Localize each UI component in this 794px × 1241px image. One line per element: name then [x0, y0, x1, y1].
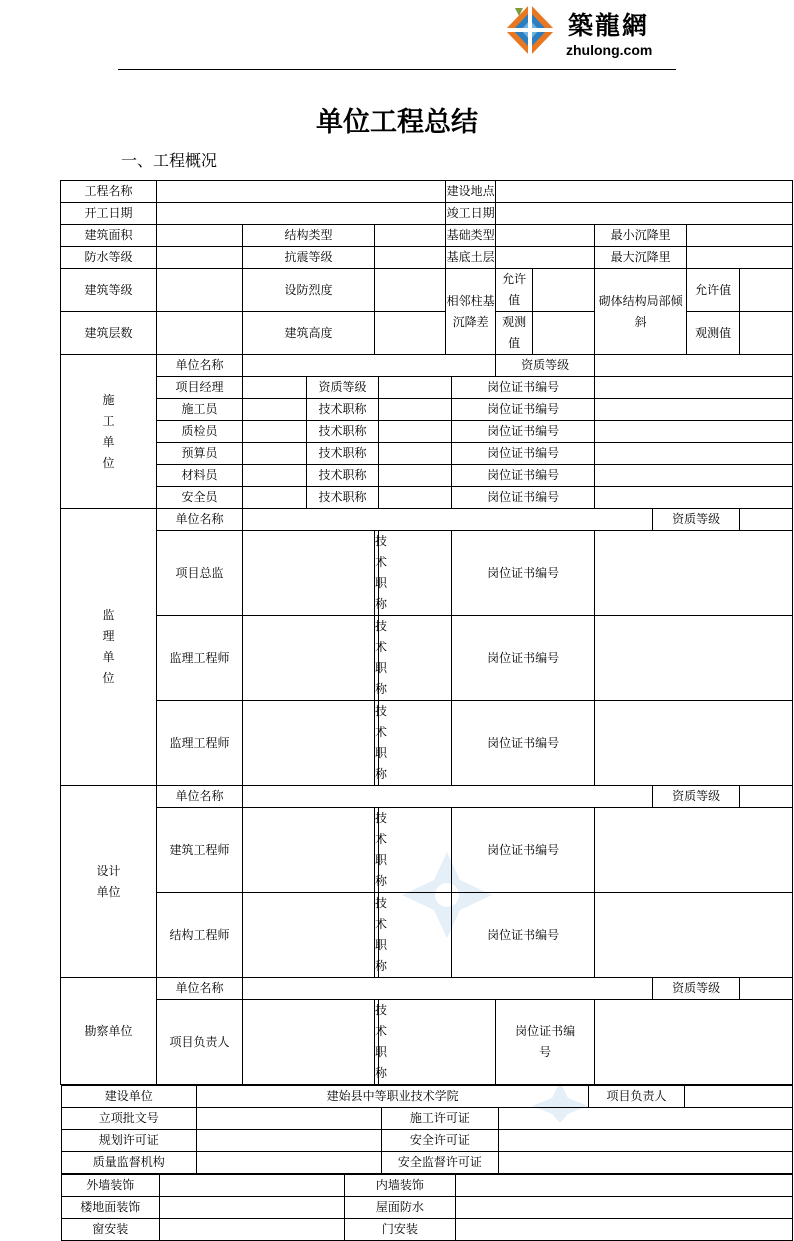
- label-build-location: 建设地点: [446, 181, 496, 203]
- allowed-value-value[interactable]: [533, 269, 595, 312]
- label-allowed-value-line1: 允许: [502, 272, 527, 286]
- label-unit-name: 单位名称: [157, 786, 243, 808]
- label-safety-permit: 安全许可证: [381, 1130, 498, 1152]
- construction-permit-value[interactable]: [498, 1108, 792, 1130]
- table-row: [61, 531, 793, 616]
- table-row: [61, 269, 793, 312]
- label-tech-title: 技术职称: [307, 487, 379, 509]
- table-row: [61, 1086, 792, 1108]
- exterior-decoration-value[interactable]: [160, 1175, 345, 1197]
- table-row: [61, 701, 793, 786]
- label-post-cert-no: 岗位证书编号: [452, 701, 595, 786]
- label-fortification-intensity: 设防烈度: [243, 269, 375, 312]
- label-post-cert-no: 岗位证书编号: [452, 616, 595, 701]
- label-tech-title: 技术职称: [375, 701, 379, 786]
- label-unit-name: 单位名称: [157, 509, 243, 531]
- label-survey-unit: 勘察单位: [61, 978, 157, 1085]
- label-interior-decoration: 内墙装饰: [344, 1175, 455, 1197]
- floor-decoration-value[interactable]: [160, 1197, 345, 1219]
- label-masonry-tilt-line2: 斜: [634, 314, 647, 329]
- post-cert-no-value[interactable]: [595, 701, 793, 786]
- table-row: [61, 893, 793, 978]
- table-row: [61, 808, 793, 893]
- table-row: [61, 1174, 793, 1241]
- window-install-value[interactable]: [160, 1219, 345, 1241]
- table-row: [61, 509, 793, 531]
- tech-title-value[interactable]: [379, 893, 452, 978]
- label-post-cert-no: 岗位证书编号: [452, 443, 595, 465]
- building-floors-value[interactable]: [157, 312, 243, 355]
- label-adjacent-settlement: [446, 269, 496, 355]
- label-design-unit: [61, 786, 157, 978]
- label-qualification-grade: 资质等级: [653, 509, 740, 531]
- label-observed-value-line1: 观测: [502, 315, 527, 329]
- table-row: [61, 1175, 792, 1197]
- contractor-qualification-value[interactable]: [595, 355, 793, 377]
- label-supervisor-char: 理: [102, 629, 115, 643]
- label-contractor-char: 单: [102, 434, 115, 449]
- table-row: [61, 377, 793, 399]
- label-supervising-engineer: 监理工程师: [157, 616, 243, 701]
- label-supervisor-char: 监: [102, 608, 115, 622]
- label-post-cert-no: 岗位证书编号: [452, 531, 595, 616]
- label-tech-title: 技术职称: [307, 465, 379, 487]
- label-foundation-type: 基础类型: [446, 225, 496, 247]
- label-building-area: 建筑面积: [61, 225, 157, 247]
- table-row: [61, 421, 793, 443]
- owner-row-container: [61, 1085, 793, 1175]
- table-row: [61, 399, 793, 421]
- label-owner-unit: 建设单位: [61, 1086, 197, 1108]
- safety-officer-value[interactable]: [243, 487, 307, 509]
- logo-name-cn: 築龍網: [568, 11, 650, 40]
- header-divider: [118, 69, 676, 70]
- label-chief-supervisor: 项目总监: [157, 531, 243, 616]
- building-area-value[interactable]: [157, 225, 243, 247]
- tech-title-value[interactable]: [379, 487, 452, 509]
- label-building-grade: 建筑等级: [61, 269, 157, 312]
- quality-inspector-value[interactable]: [243, 421, 307, 443]
- logo-emblem-icon: [495, 0, 565, 64]
- project-overview-table: [60, 180, 793, 1241]
- design-qualification-value[interactable]: [740, 786, 793, 808]
- label-building-height: 建筑高度: [243, 312, 375, 355]
- post-cert-no-value[interactable]: [595, 465, 793, 487]
- label-masonry-tilt-line1: 砌体结构局部倾: [598, 293, 683, 308]
- decoration-subtable: [61, 1174, 793, 1241]
- label-window-install: 窗安装: [61, 1219, 160, 1241]
- label-completion-date: 竣工日期: [446, 203, 496, 225]
- architect-value[interactable]: [243, 808, 375, 893]
- survey-unit-name-value[interactable]: [243, 978, 653, 1000]
- table-row: [61, 443, 793, 465]
- label-base-soil-layer: 基底土层: [446, 247, 496, 269]
- label-tech-title: 技术职称: [375, 808, 379, 893]
- survey-qualification-value[interactable]: [740, 978, 793, 1000]
- interior-decoration-value[interactable]: [455, 1175, 792, 1197]
- design-unit-name-value[interactable]: [243, 786, 653, 808]
- label-contractor-unit: [61, 355, 157, 509]
- label-project-leader: 项目负责人: [157, 1000, 243, 1085]
- tech-title-value[interactable]: [379, 443, 452, 465]
- building-height-value[interactable]: [375, 312, 446, 355]
- table-row: [61, 247, 793, 269]
- section-heading: 一、工程概况: [121, 151, 218, 170]
- label-tech-title: 技术职称: [375, 893, 379, 978]
- label-start-date: 开工日期: [61, 203, 157, 225]
- label-qualification-grade: 资质等级: [307, 377, 379, 399]
- masonry-observed-value[interactable]: [740, 312, 793, 355]
- tech-title-value[interactable]: [379, 421, 452, 443]
- supervisor-unit-name-value[interactable]: [243, 509, 653, 531]
- tech-title-value[interactable]: [379, 399, 452, 421]
- completion-date-value[interactable]: [496, 203, 793, 225]
- label-floor-decoration: 楼地面装饰: [61, 1197, 160, 1219]
- supervising-engineer-value[interactable]: [243, 701, 375, 786]
- label-project-manager: 项目经理: [157, 377, 243, 399]
- label-unit-name: 单位名称: [157, 355, 243, 377]
- seismic-grade-value[interactable]: [375, 247, 446, 269]
- start-date-value[interactable]: [157, 203, 446, 225]
- contractor-unit-name-value[interactable]: [243, 355, 496, 377]
- post-cert-no-value[interactable]: [595, 487, 793, 509]
- tech-title-value[interactable]: [379, 701, 452, 786]
- table-row: [61, 978, 793, 1000]
- post-cert-no-value[interactable]: [595, 443, 793, 465]
- label-post-cert-no-line1: 岗位证书编: [515, 1024, 576, 1038]
- label-structural-engineer: 结构工程师: [157, 893, 243, 978]
- label-max-settlement: 最大沉降里: [595, 247, 687, 269]
- foundation-type-value[interactable]: [496, 225, 595, 247]
- label-roof-waterproof: 屋面防水: [344, 1197, 455, 1219]
- label-post-cert-no-wrapped: [496, 1000, 595, 1085]
- post-cert-no-value[interactable]: [595, 377, 793, 399]
- label-design-unit-line1: 设计: [96, 863, 121, 878]
- supervisor-qualification-value[interactable]: [740, 509, 793, 531]
- table-row: [61, 1130, 792, 1152]
- safety-permit-value[interactable]: [498, 1130, 792, 1152]
- label-constructor: 施工员: [157, 399, 243, 421]
- table-row: [61, 1152, 792, 1174]
- label-supervising-engineer: 监理工程师: [157, 701, 243, 786]
- label-project-leader: 项目负责人: [589, 1086, 684, 1108]
- budgeter-value[interactable]: [243, 443, 307, 465]
- label-approval-doc-no: 立项批文号: [61, 1108, 197, 1130]
- table-row: [61, 355, 793, 377]
- label-project-name: 工程名称: [61, 181, 157, 203]
- label-tech-title: 技术职称: [307, 421, 379, 443]
- label-qualification-grade: 资质等级: [653, 978, 740, 1000]
- label-supervisor-char: 单: [102, 650, 115, 664]
- masonry-allowed-value[interactable]: [740, 269, 793, 312]
- label-tech-title: 技术职称: [307, 443, 379, 465]
- label-building-floors: 建筑层数: [61, 312, 157, 355]
- label-masonry-tilt: [595, 269, 687, 355]
- label-safety-supervision-permit: 安全监督许可证: [381, 1152, 498, 1174]
- label-masonry-observed-value: 观测值: [687, 312, 740, 355]
- label-masonry-allowed-value: 允许值: [687, 269, 740, 312]
- supervising-engineer-value[interactable]: [243, 616, 375, 701]
- label-structure-type: 结构类型: [243, 225, 375, 247]
- decoration-row-container: [61, 1174, 793, 1241]
- chief-supervisor-value[interactable]: [243, 531, 375, 616]
- table-row: [61, 1085, 793, 1175]
- max-settlement-value[interactable]: [687, 247, 793, 269]
- label-budgeter: 预算员: [157, 443, 243, 465]
- fortification-intensity-value[interactable]: [375, 269, 446, 312]
- project-name-value[interactable]: [157, 181, 446, 203]
- label-quality-inspector: 质检员: [157, 421, 243, 443]
- label-tech-title: 技术职称: [375, 616, 379, 701]
- label-contractor-char: 位: [102, 455, 115, 470]
- label-post-cert-no: 岗位证书编号: [452, 399, 595, 421]
- table-row: [61, 1108, 792, 1130]
- label-safety-officer: 安全员: [157, 487, 243, 509]
- owner-subtable: [61, 1085, 793, 1174]
- label-post-cert-no: 岗位证书编号: [452, 377, 595, 399]
- logo-url-text: zhulong.com: [566, 42, 653, 58]
- label-quality-supervision: 质量监督机构: [61, 1152, 197, 1174]
- owner-project-leader-value[interactable]: [684, 1086, 792, 1108]
- qualification-value[interactable]: [379, 377, 452, 399]
- safety-supervision-permit-value[interactable]: [498, 1152, 792, 1174]
- table-row: [61, 203, 793, 225]
- post-cert-no-value[interactable]: [595, 616, 793, 701]
- post-cert-no-value[interactable]: [595, 531, 793, 616]
- post-cert-no-value[interactable]: [595, 399, 793, 421]
- base-soil-layer-value[interactable]: [496, 247, 595, 269]
- label-door-install: 门安装: [344, 1219, 455, 1241]
- label-qualification-grade: 资质等级: [496, 355, 595, 377]
- label-construction-permit: 施工许可证: [381, 1108, 498, 1130]
- label-material-clerk: 材料员: [157, 465, 243, 487]
- label-tech-title: 技术职称: [375, 531, 379, 616]
- structure-type-value[interactable]: [375, 225, 446, 247]
- label-exterior-decoration: 外墙装饰: [61, 1175, 160, 1197]
- material-clerk-value[interactable]: [243, 465, 307, 487]
- label-seismic-grade: 抗震等级: [243, 247, 375, 269]
- planning-permit-value[interactable]: [197, 1130, 382, 1152]
- tech-title-value[interactable]: [379, 616, 452, 701]
- label-architect: 建筑工程师: [157, 808, 243, 893]
- label-qualification-grade: 资质等级: [653, 786, 740, 808]
- owner-unit-value[interactable]: 建始县中等职业技术学院: [197, 1086, 589, 1108]
- table-row: [61, 1000, 793, 1085]
- label-unit-name: 单位名称: [157, 978, 243, 1000]
- label-contractor-char: 施: [102, 392, 115, 407]
- label-post-cert-no-line2: 号: [539, 1045, 552, 1059]
- quality-supervision-value[interactable]: [197, 1152, 382, 1174]
- label-design-unit-line2: 单位: [96, 884, 121, 899]
- waterproof-grade-value[interactable]: [157, 247, 243, 269]
- table-row: [61, 225, 793, 247]
- label-post-cert-no: 岗位证书编号: [452, 487, 595, 509]
- tech-title-value[interactable]: [379, 531, 452, 616]
- label-observed-value-line2: 值: [508, 336, 521, 350]
- constructor-value[interactable]: [243, 399, 307, 421]
- project-manager-value[interactable]: [243, 377, 307, 399]
- build-location-value[interactable]: [496, 181, 793, 203]
- door-install-value[interactable]: [455, 1219, 792, 1241]
- page-title: 单位工程总结: [316, 107, 478, 138]
- label-allowed-value-line2: 值: [508, 293, 521, 307]
- structural-engineer-value[interactable]: [243, 893, 375, 978]
- table-row: [61, 181, 793, 203]
- observed-value-value[interactable]: [533, 312, 595, 355]
- label-post-cert-no: 岗位证书编号: [452, 465, 595, 487]
- label-adjacent-settlement-line2: 沉降差: [452, 314, 489, 329]
- label-adjacent-settlement-line1: 相邻柱基: [446, 293, 495, 308]
- post-cert-no-value[interactable]: [595, 893, 793, 978]
- tech-title-value[interactable]: [379, 465, 452, 487]
- label-post-cert-no: 岗位证书编号: [452, 808, 595, 893]
- table-row: [61, 1219, 792, 1241]
- tech-title-value[interactable]: [379, 808, 452, 893]
- label-observed-value: [496, 312, 533, 355]
- label-planning-permit: 规划许可证: [61, 1130, 197, 1152]
- post-cert-no-value[interactable]: [595, 808, 793, 893]
- label-tech-title: 技术职称: [375, 1000, 379, 1085]
- post-cert-no-value[interactable]: [595, 1000, 793, 1085]
- label-post-cert-no: 岗位证书编号: [452, 893, 595, 978]
- label-contractor-char: 工: [102, 413, 115, 428]
- tech-title-value[interactable]: [379, 1000, 496, 1085]
- approval-doc-no-value[interactable]: [197, 1108, 382, 1130]
- label-supervisor-unit: [61, 509, 157, 786]
- label-tech-title: 技术职称: [307, 399, 379, 421]
- roof-waterproof-value[interactable]: [455, 1197, 792, 1219]
- project-leader-value[interactable]: [243, 1000, 375, 1085]
- min-settlement-value[interactable]: [687, 225, 793, 247]
- label-waterproof-grade: 防水等级: [61, 247, 157, 269]
- table-row: [61, 487, 793, 509]
- label-allowed-value: [496, 269, 533, 312]
- building-grade-value[interactable]: [157, 269, 243, 312]
- label-min-settlement: 最小沉降里: [595, 225, 687, 247]
- table-row: [61, 786, 793, 808]
- post-cert-no-value[interactable]: [595, 421, 793, 443]
- label-post-cert-no: 岗位证书编号: [452, 421, 595, 443]
- label-supervisor-char: 位: [102, 671, 115, 685]
- table-row: [61, 465, 793, 487]
- table-row: [61, 1197, 792, 1219]
- table-row: [61, 616, 793, 701]
